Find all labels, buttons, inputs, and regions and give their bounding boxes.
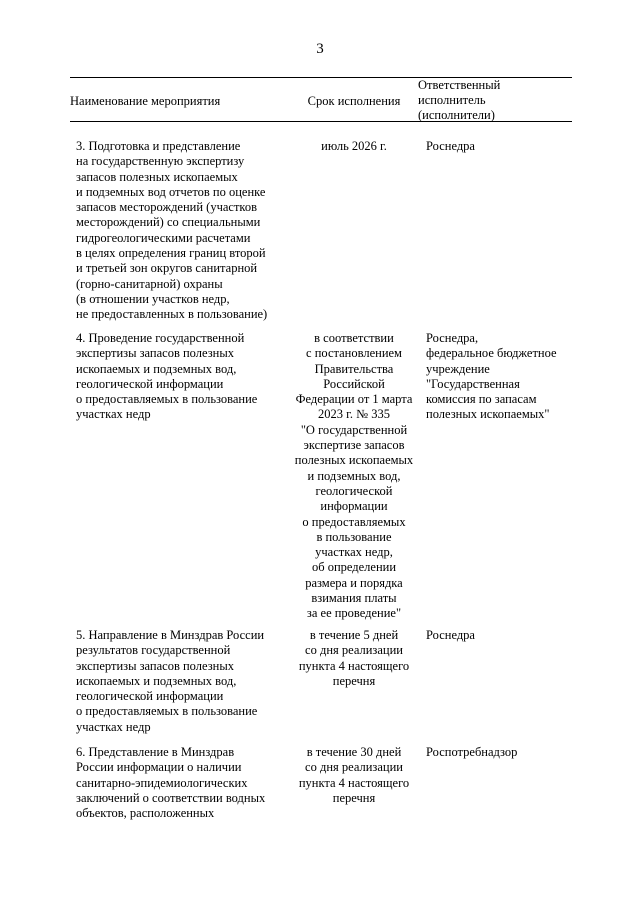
row-3-responsible: Роснедра (426, 139, 475, 153)
header-responsible-column: Ответственный исполнитель (исполнители) (418, 78, 501, 122)
header-name-column: Наименование мероприятия (70, 94, 221, 108)
row-3-deadline: июль 2026 г. (321, 139, 387, 153)
row-4-deadline: в соответствии с постановлением Правительства Российской Федерации от 1 марта 2023 г. № 335 "О государственной экспертизе запасов полезных ископаемых и подземных вод, геологической информации о предоставляемых в пользование участках недр, об определении размера и порядка взимания платы за ее проведение" (294, 331, 414, 621)
row-4-responsible: Роснедра, федеральное бюджетное учреждение "Государственная комиссия по запасам полезных ископаемых" (426, 331, 557, 422)
row-6-responsible: Роспотребнадзор (426, 745, 518, 759)
row-5-name: 5. Направление в Минздрав России результатов государственной экспертизы запасов полезных ископаемых и подземных вод, геологической информации о предоставляемых в пользование участках недр (76, 628, 265, 734)
row-6-name: 6. Представление в Минздрав России информации о наличии санитарно-эпидемиологических заключений о соответствии водных объектов, расположенных (76, 745, 266, 821)
header-deadline-column: Срок исполнения (307, 94, 401, 108)
row-6-deadline: в течение 30 дней со дня реализации пункта 4 настоящего перечня (298, 745, 410, 805)
page-number: 3 (316, 41, 324, 57)
row-5-responsible: Роснедра (426, 628, 475, 642)
row-4-name: 4. Проведение государственной экспертизы запасов полезных ископаемых и подземных вод, геологической информации о предоставляемых в пользование участках недр (76, 331, 258, 422)
row-3-name: 3. Подготовка и представление на государственную экспертизу запасов полезных ископаемых и подземных вод отчетов по оценке запасов месторождений (участков месторождений) со специальными гидрогеологическими расчетами в целях определения границ второй и третьей зон округов санитарной (горно-санитарной) охраны (в отношении участков недр, не предоставленных в пользование) (76, 139, 268, 322)
row-5-deadline: в течение 5 дней со дня реализации пункта 4 настоящего перечня (298, 628, 410, 688)
